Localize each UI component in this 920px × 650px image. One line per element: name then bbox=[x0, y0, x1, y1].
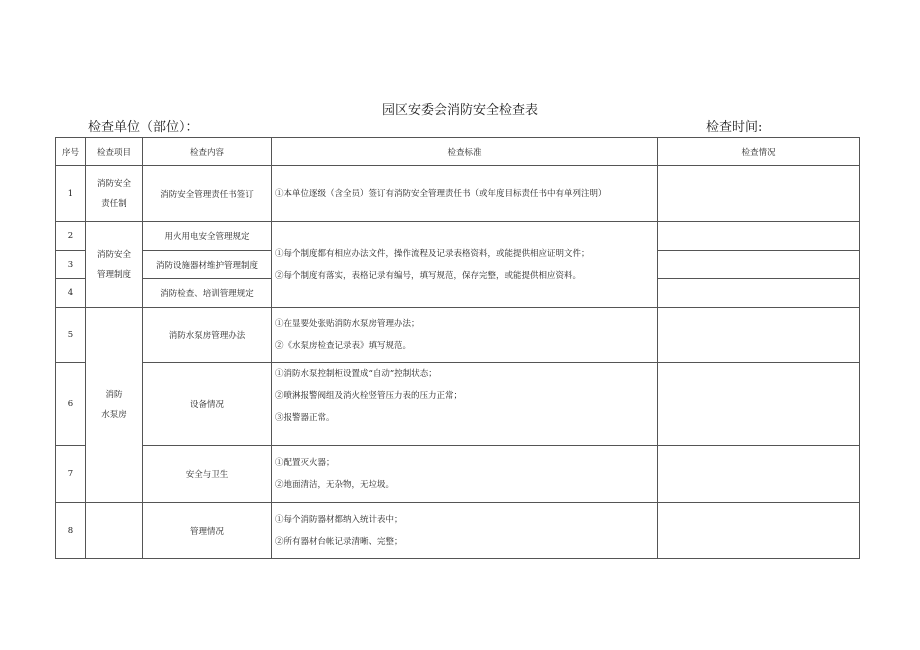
row-no: 6 bbox=[56, 363, 86, 446]
row-result-cell[interactable] bbox=[658, 251, 860, 279]
row-no: 8 bbox=[56, 503, 86, 559]
header-standard: 检查标准 bbox=[272, 138, 658, 166]
row-result-cell[interactable] bbox=[658, 308, 860, 363]
table-row bbox=[56, 166, 860, 222]
row-result-cell[interactable] bbox=[658, 363, 860, 446]
item-line: 消防安全 bbox=[96, 249, 131, 260]
row-content: 安全与卫生 bbox=[143, 446, 272, 503]
row-standard bbox=[272, 503, 658, 559]
row-result-cell[interactable] bbox=[658, 166, 860, 222]
row-content: 管理情况 bbox=[143, 503, 272, 559]
standard-line: ②所有器材台帐记录清晰、完整； bbox=[275, 536, 403, 547]
row-no: 1 bbox=[56, 166, 86, 222]
standard-line: ③报警器正常。 bbox=[275, 413, 335, 423]
standard-line: ①本单位逐级（含全员）签订有消防安全管理责任书（或年度目标责任书中有单列注明） bbox=[275, 188, 607, 199]
item-line: 水泵房 bbox=[101, 410, 127, 420]
row-no: 3 bbox=[56, 251, 86, 279]
row-content: 消防设施器材维护管理制度 bbox=[143, 251, 272, 279]
standard-line: ①在显要处张贴消防水泵房管理办法； bbox=[275, 319, 420, 329]
row-result-cell[interactable] bbox=[658, 503, 860, 559]
page-title: 园区安委会消防安全检查表 bbox=[381, 103, 538, 118]
row-item bbox=[86, 166, 143, 222]
row-result-cell[interactable] bbox=[658, 222, 860, 251]
row-standard bbox=[272, 308, 658, 363]
item-line: 管理制度 bbox=[96, 269, 131, 280]
table-row bbox=[56, 446, 860, 503]
item-line: 消防安全 bbox=[96, 178, 131, 189]
row-content: 消防检查、培训管理规定 bbox=[143, 279, 272, 308]
row-item bbox=[86, 222, 143, 308]
row-result-cell[interactable] bbox=[658, 279, 860, 308]
header-result: 检查情况 bbox=[658, 138, 860, 166]
row-no: 5 bbox=[56, 308, 86, 363]
row-content: 设备情况 bbox=[143, 363, 272, 446]
standard-line: ①每个制度都有相应办法文件，操作流程及记录表格资料，或能提供相应证明文件； bbox=[275, 248, 590, 259]
header-content: 检查内容 bbox=[143, 138, 272, 166]
inspection-unit-label: 检查单位（部位）： bbox=[88, 120, 199, 135]
standard-line: ②每个制度有落实，表格记录有编号，填写规范，保存完整，或能提供相应资料。 bbox=[275, 270, 582, 281]
row-result-cell[interactable] bbox=[658, 446, 860, 503]
item-line: 消防 bbox=[105, 390, 123, 400]
header-no: 序号 bbox=[56, 138, 86, 166]
row-content: 消防安全管理责任书签订 bbox=[143, 166, 272, 222]
table-row bbox=[56, 222, 860, 251]
checklist-table bbox=[55, 137, 860, 559]
row-item bbox=[86, 503, 143, 559]
row-content: 消防水泵房管理办法 bbox=[143, 308, 272, 363]
standard-line: ②《水泵房检查记录表》填写规范。 bbox=[275, 341, 412, 351]
row-standard bbox=[272, 446, 658, 503]
standard-line: ②喷淋报警阀组及消火栓竖管压力表的压力正常； bbox=[275, 391, 463, 401]
table-row bbox=[56, 363, 860, 446]
row-no: 4 bbox=[56, 279, 86, 308]
table-header-row bbox=[56, 138, 860, 166]
standard-line: ①消防水泵控制柜设置成“自动”控制状态； bbox=[275, 369, 437, 379]
inspection-time-label: 检查时间: bbox=[706, 120, 763, 135]
standard-line: ①每个消防器材都纳入统计表中； bbox=[275, 514, 403, 525]
standard-line: ①配置灭火器； bbox=[275, 458, 335, 468]
table-row bbox=[56, 503, 860, 559]
row-standard bbox=[272, 363, 658, 446]
row-content: 用火用电安全管理规定 bbox=[143, 222, 272, 251]
row-standard bbox=[272, 222, 658, 308]
header-item: 检查项目 bbox=[86, 138, 143, 166]
row-item bbox=[86, 308, 143, 503]
table-row bbox=[56, 308, 860, 363]
standard-line: ②地面清洁，无杂物，无垃圾。 bbox=[275, 480, 395, 490]
row-standard bbox=[272, 166, 658, 222]
row-no: 7 bbox=[56, 446, 86, 503]
item-line: 责任制 bbox=[101, 198, 127, 209]
row-no: 2 bbox=[56, 222, 86, 251]
